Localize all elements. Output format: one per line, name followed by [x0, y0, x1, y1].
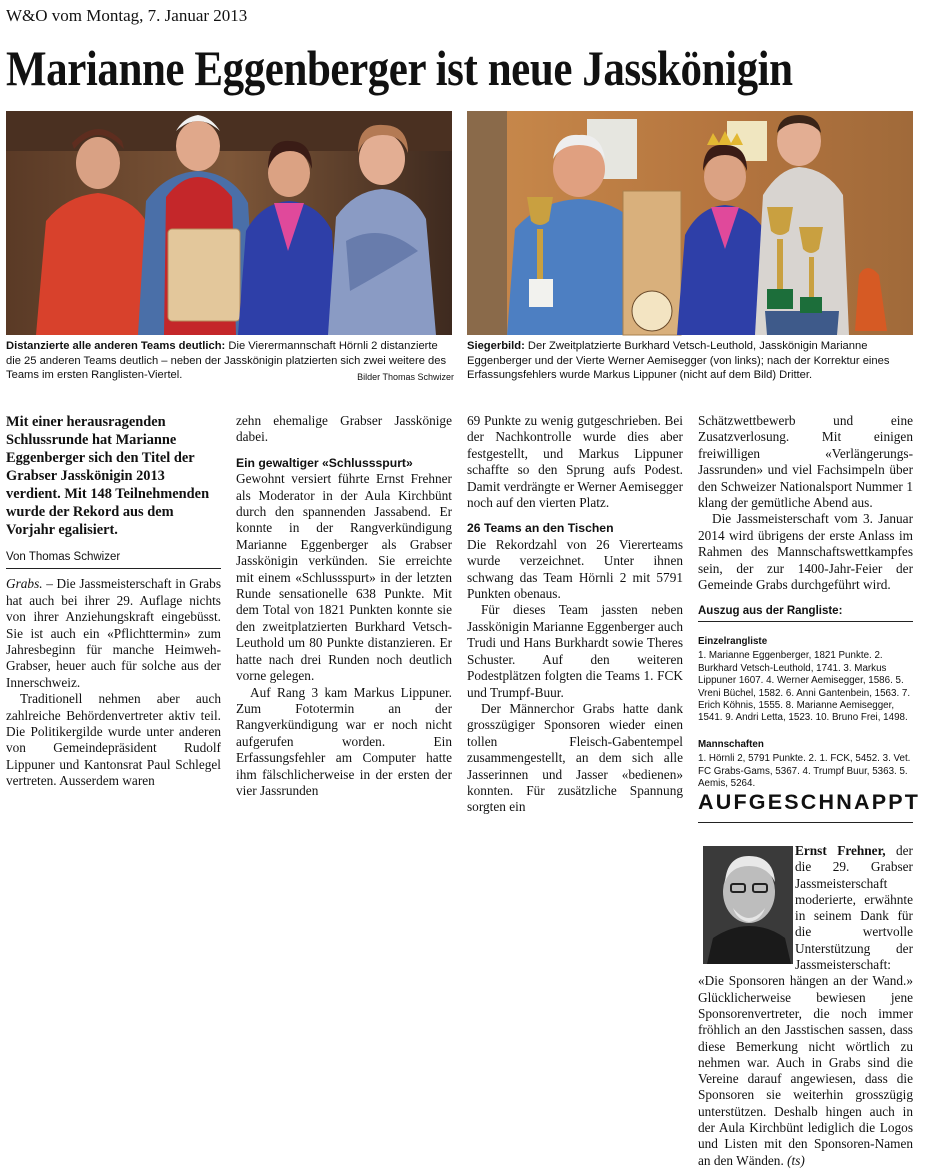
team-ranking-title: Mannschaften: [698, 738, 764, 750]
single-ranking-title: Einzelrangliste: [698, 635, 768, 647]
team-photo-illustration: [6, 111, 452, 335]
place-name: Grabs.: [6, 576, 43, 592]
paragraph-4-continued: 69 Punkte zu wenig gutgeschrieben. Bei der Nachkontrolle wurde dies aber festgestellt, und Markus Lippuner schaffte so den Sprung aufs Podest. Damit verdrängte er Werner Aemisegger noch auf den vierten Platz.: [467, 413, 683, 511]
subheading-teams: 26 Teams an den Tischen: [467, 521, 614, 536]
subheading-schlussspurt: Ein gewaltiger «Schlussspurt»: [236, 455, 413, 470]
caption-team-photo: [6, 339, 454, 385]
aufgeschnappt-heading: AUFGESCHNAPPT: [698, 790, 921, 814]
paragraph-1-text: – Die Jassmeisterschaft in Grabs hat auch bei ihrer 29. Auflage nichts von ihrer Anziehungskraft eingebüsst. Sie ist auch ein «Pflichttermin» zum Jahresbeginn für manche Heimweh-Grabser, heuer auch für solche aus der Innerschweiz.: [6, 576, 221, 690]
single-ranking-list: 1. Marianne Eggenberger, 1821 Punkte. 2. Burkhard Vetsch-Leuthold, 1741. 3. Markus Lippuner 1607. 4. Werner Aemisegger, 1586. 5. Vreni Büchel, 1582. 6. Anni Gantenbein, 1563. 7. Erich Köhnis, 1555. 8. Marianne Aemisegger, 1541. 9. Andri Letta, 1523. 10. Bruno Frei, 1498.: [698, 650, 911, 724]
paragraph-4: Auf Rang 3 kam Markus Lippuner. Zum Fototermin an der Rangverkündigung war er noch nicht aufgerufen worden. Ein Erfassungsfehler am Computer hatte ihm fälschlicherweise in der ersten der vier Jassrunden: [236, 684, 452, 798]
caption-left-text: Die Vierermannschaft Hörnli 2 distanzierte die 25 anderen Teams deutlich – neben der Jasskönigin platzierten sich zwei weitere des Teams im ersten Ranglisten-Viertel.: [6, 340, 447, 382]
paragraph-7-continued: Schätzwettbewerb und eine Zusatzverlosung. Mit einigen freiwilligen «Verlängerungs-Jassrunden» und viel Fachsimpeln über den Schweizer Nationalsport Nummer 1 klang der gemütliche Abend aus.: [698, 413, 913, 511]
lead-paragraph: Mit einer herausragenden Schlussrunde hat Marianne Eggenberger sich den Titel der Grabser Jasskönigin 2013 verdient. Mit 148 Teilnehmenden wurde der Rekord aus dem Vorjahr egalisiert.: [6, 414, 210, 538]
paragraph-1: [6, 576, 221, 691]
dateline: W&O vom Montag, 7. Januar 2013: [6, 6, 248, 25]
article-column-1: [6, 413, 221, 790]
paragraph-6: Für dieses Team jassten neben Jasskönigin Marianne Eggenberger auch Trudi und Hans Burkhardt sowie Theres Schuster. Auf den weiteren Podestplätzen folgten die Teams 1. FCK und Trumpf-Buur.: [467, 602, 683, 700]
paragraph-3: Gewohnt versiert führte Ernst Frehner als Moderator in der Aula Kirchbünt durch den spannenden Jassabend. Er konnte in der Rangverkündigung Marianne Eggenberger als Grabser Jasskönigin verkünden. Sie erreichte mit einem «Schlussspurt» in der letzten Runde sensationelle 638 Punkte. Mit dem Total von 1821 Punkten konnte sie den zweitplatzierten Burkhard Vetsch-Leuthold um 80 Punkte distanzieren. Er hatte nach drei Runden noch deutlich vorne gelegen.: [236, 471, 452, 684]
aufgeschnappt-rule: [698, 822, 913, 823]
team-photo: [6, 111, 452, 335]
article-column-3: [467, 413, 683, 816]
aufgeschnappt-body: der die 29. Grabser Jassmeisterschaft moderierte, erwähnte in seinem Dank für die wertvolle Unterstützung der Jassmeisterschaft: «Die Sponsoren hängen an der Wand.» Glücklicherweise bewiesen jene Sponsorenvertreter, die noch immer fröhlich an den Jasstischen sassen, dass diese Bemerkung nicht wörtlich zu nehmen war. Auch in Grabs sind die Vereine darauf angewiesen, dass die Sponsoren sie weiterhin grosszügig unterstützen. Deshalb hingen auch in der Aula Kirchbünt lediglich die Logos und Listen mit den Sponsoren-Namen an den Wänden.: [698, 843, 913, 1168]
paragraph-5: Die Rekordzahl von 26 Viererteams wurde verzeichnet. Unter ihnen schwang das Team Hörnli 2 mit 5791 Punkten obenaus.: [467, 536, 683, 602]
aufgeschnappt-text: [698, 843, 913, 1169]
caption-right-text: Der Zweitplatzierte Burkhard Vetsch-Leuthold, Jasskönigin Marianne Eggenberger und der Vierte Werner Aemisegger (von links); nach der Korrektur eines Erfassungsfehlers wurde Markus Lippuner (nicht auf dem Bild) Dritter.: [467, 340, 890, 382]
paragraph-2-continued: zehn ehemalige Grabser Jasskönige dabei.: [236, 413, 452, 445]
paragraph-2: Traditionell nehmen aber auch zahlreiche Behördenvertreter aktiv teil. Die Politikergilde wurde unter anderen von Gemeindepräsident Rudolf Lippuner und Kantonsrat Paul Schlegel vertreten. Ausserdem waren: [6, 691, 221, 789]
author-sign: (ts): [787, 1152, 805, 1168]
ranking-excerpt-title: Auszug aus der Rangliste:: [698, 603, 913, 621]
photo-credit: Bilder Thomas Schwizer: [357, 372, 454, 383]
aufgeschnappt-name: Ernst Frehner,: [795, 843, 886, 858]
byline: Von Thomas Schwizer: [6, 549, 221, 569]
winners-photo: [467, 111, 913, 335]
paragraph-8: Die Jassmeisterschaft vom 3. Januar 2014 wird übrigens der erste Anlass im Rahmen des Mannschaftswettkampfes sein, der zur 1400-Jahr-Feier der Gemeinde Grabs durchgeführt wird.: [698, 511, 913, 593]
caption-left-title: Distanzierte alle anderen Teams deutlich:: [6, 340, 226, 352]
caption-winners-photo: [467, 339, 915, 383]
winners-photo-illustration: [467, 111, 913, 335]
headline: Marianne Eggenberger ist neue Jasskönigin: [6, 40, 793, 96]
article-column-4: [698, 413, 913, 790]
article-column-2: [236, 413, 452, 799]
paragraph-7: Der Männerchor Grabs hatte dank grosszügiger Sponsoren wieder einen tollen Fleisch-Gabentempel zusammengestellt, an dem sich alle Jasserinnen und Jasser «bedienen» konnten. Für zusätzliche Spannung sorgten ein: [467, 700, 683, 815]
caption-right-title: Siegerbild:: [467, 340, 525, 352]
team-ranking-list: 1. Hörnli 2, 5791 Punkte. 2. 1. FCK, 5452. 3. Vet. FC Grabs-Gams, 5367. 4. Trumpf Buur, 5363. 5. Aemis, 5264.: [698, 753, 911, 789]
